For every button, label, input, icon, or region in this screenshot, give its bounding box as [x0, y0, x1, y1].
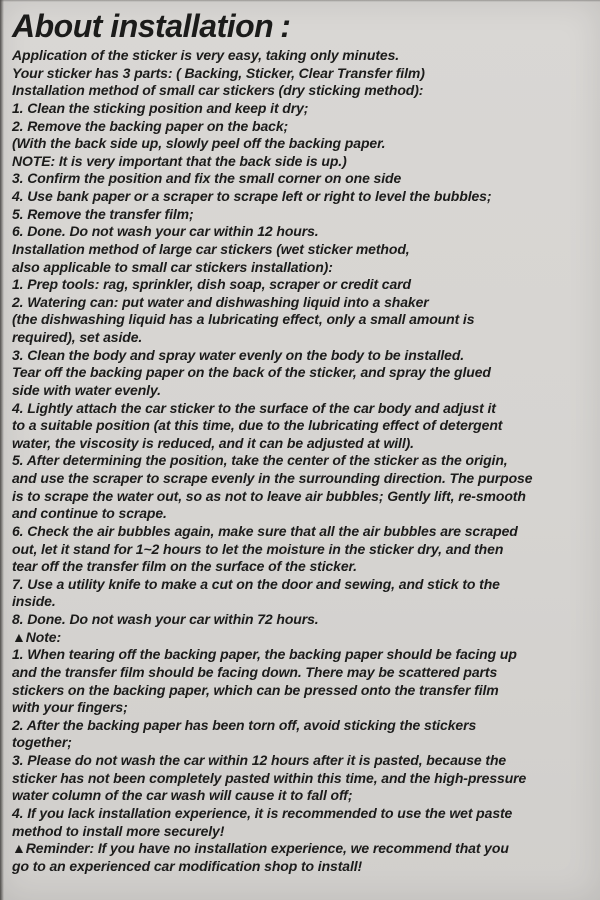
- text-line: 1. Clean the sticking position and keep it dry;: [12, 99, 309, 116]
- page-title: [12, 8, 592, 45]
- text-line: water, the viscosity is reduced, and it can be adjusted at will).: [12, 434, 414, 451]
- text-line: and use the scraper to scrape evenly in the surrounding direction. The purpose: [12, 470, 533, 486]
- text-line: NOTE: It is very important that the back side is up.): [12, 152, 347, 169]
- page-title-colon: :: [280, 8, 291, 44]
- text-line: tear off the transfer film on the surface of the sticker.: [12, 558, 357, 575]
- text-line: with your fingers;: [12, 699, 128, 716]
- text-line: 5. After determining the position, take the center of the sticker as the origin,: [12, 452, 508, 469]
- text-line: is to scrape the water out, so as not to leave air bubbles; Gently lift, re-smooth: [12, 487, 526, 504]
- text-line: Tear off the backing paper on the back of the sticker, and spray the glued: [12, 364, 491, 381]
- text-line: 8. Done. Do not wash your car within 72 hours.: [12, 611, 319, 627]
- reminder-line: go to an experienced car modification shop to install!: [12, 857, 363, 874]
- note-heading: ▲Note:: [12, 628, 62, 645]
- text-line: inside.: [12, 593, 56, 610]
- text-line: Application of the sticker is very easy, taking only minutes.: [12, 47, 400, 63]
- text-line: 1. Prep tools: rag, sprinkler, dish soap, scraper or credit card: [12, 276, 411, 293]
- text-line: method to install more securely!: [12, 822, 225, 839]
- text-line: 2. Remove the backing paper on the back;: [12, 117, 289, 134]
- text-line: 6. Done. Do not wash your car within 12 hours.: [12, 223, 319, 240]
- text-line: Installation method of large car stickers (wet sticker method,: [12, 240, 410, 257]
- text-line: 5. Remove the transfer film;: [12, 205, 194, 222]
- text-line: Installation method of small car stickers (dry sticking method):: [12, 82, 424, 99]
- text-line: sticker has not been completely pasted within this time, and the high-pressure: [12, 769, 527, 786]
- text-line: Your sticker has 3 parts: ( Backing, Sticker, Clear Transfer film): [12, 64, 425, 81]
- text-line: 1. When tearing off the backing paper, the backing paper should be facing up: [12, 646, 517, 663]
- text-line: water column of the car wash will cause it to fall off;: [12, 787, 353, 804]
- text-line: 3. Clean the body and spray water evenly on the body to be installed.: [12, 346, 465, 363]
- text-line: required), set aside.: [12, 329, 143, 345]
- text-line: and the transfer film should be facing down. There may be scattered parts: [12, 663, 498, 680]
- text-line: 6. Check the air bubbles again, make sure that all the air bubbles are scraped: [12, 522, 518, 539]
- reminder-line: ▲Reminder: If you have no installation experience, we recommend that you: [12, 840, 509, 857]
- text-line: 2. After the backing paper has been torn off, avoid sticking the stickers: [12, 716, 477, 733]
- text-line: also applicable to small car stickers installation):: [12, 258, 333, 275]
- page-title-text: About installation: [12, 8, 274, 44]
- text-line: 4. If you lack installation experience, it is recommended to use the wet paste: [12, 804, 513, 821]
- text-line: 2. Watering can: put water and dishwashing liquid into a shaker: [12, 293, 429, 310]
- text-line: and continue to scrape.: [12, 505, 167, 522]
- text-line: stickers on the backing paper, which can be pressed onto the transfer film: [12, 681, 499, 698]
- text-line: together;: [12, 734, 72, 751]
- text-line: (the dishwashing liquid has a lubricating effect, only a small amount is: [12, 311, 475, 328]
- text-line: (With the back side up, slowly peel off the backing paper.: [12, 135, 386, 152]
- text-line: 7. Use a utility knife to make a cut on the door and sewing, and stick to the: [12, 575, 500, 592]
- text-line: 4. Lightly attach the car sticker to the surface of the car body and adjust it: [12, 399, 496, 416]
- text-line: 3. Confirm the position and fix the small corner on one side: [12, 170, 402, 187]
- text-line: side with water evenly.: [12, 381, 161, 398]
- text-line: 4. Use bank paper or a scraper to scrape left or right to level the bubbles;: [12, 188, 492, 204]
- text-line: 3. Please do not wash the car within 12 hours after it is pasted, because the: [12, 752, 507, 768]
- text-line: out, let it stand for 1~2 hours to let the moisture in the sticker dry, and then: [12, 540, 504, 557]
- text-line: to a suitable position (at this time, due to the lubricating effect of detergent: [12, 417, 503, 434]
